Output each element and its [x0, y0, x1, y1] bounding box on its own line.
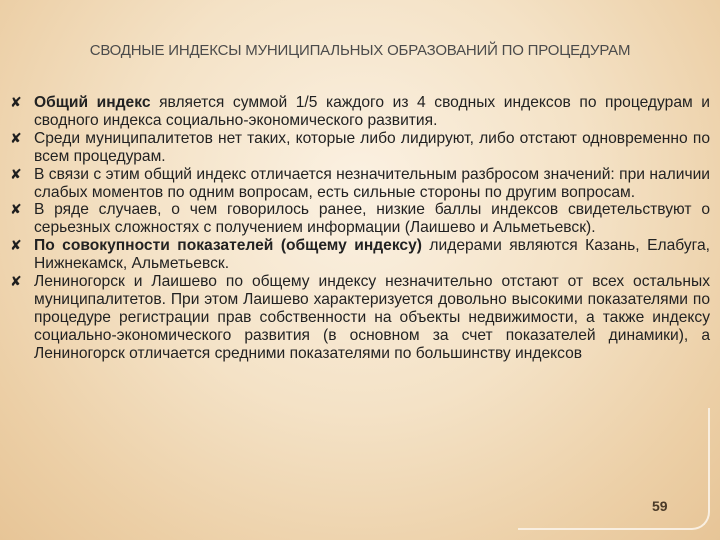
- bullet-item: [10, 273, 710, 363]
- bullet-item: [10, 94, 710, 130]
- bullet-item: [10, 166, 710, 202]
- bullet-text: В связи с этим общий индекс отличается незначительным разбросом значений: при наличии слабых моментов по одним вопросам, есть сильные стороны по другим вопросам.: [34, 165, 710, 201]
- page-number: 59: [652, 498, 668, 514]
- x-mark-icon: ✘: [10, 165, 22, 182]
- bullet-text: является суммой 1/5 каждого из 4 сводных индексов по процедурам и сводного индекса социально-экономического развития.: [34, 94, 710, 129]
- bullet-text: Лениногорск и Лаишево по общему индексу незначительно отстают от всех остальных муниципалитетов. При этом Лаишево характеризуется довольно высокими показателями по процедуре регистрации прав собственности на объекты недвижимости, а также индексу социально-экономического развития (в основном за счет показателей динамики), а Лениногорск отличается средними показателями по большинству индексов: [34, 273, 710, 362]
- x-mark-icon: ✘: [10, 201, 22, 218]
- bullet-text: Среди муниципалитетов нет таких, которые либо лидируют, либо отстают одновременно по всем процедурам.: [34, 129, 710, 165]
- bullet-item: [10, 130, 710, 166]
- bullet-text: В ряде случаев, о чем говорилось ранее, низкие баллы индексов свидетельствуют о серьезных сложностях с получением информации (Лаишево и Альметьевск).: [34, 201, 710, 237]
- slide-title: СВОДНЫЕ ИНДЕКСЫ МУНИЦИПАЛЬНЫХ ОБРАЗОВАНИЙ ПО ПРОЦЕДУРАМ: [89, 42, 631, 59]
- bullet-text: лидерами являются Казань, Елабуга, Нижнекамск, Альметьевск.: [34, 237, 710, 273]
- bullet-list: [10, 94, 710, 363]
- bullet-item: [10, 237, 710, 273]
- x-mark-icon: ✘: [10, 273, 22, 290]
- x-mark-icon: ✘: [10, 94, 22, 110]
- decorative-corner-frame: [518, 408, 710, 530]
- bullet-item: [10, 201, 710, 237]
- bullet-bold-text: Общий индекс: [34, 94, 151, 111]
- x-mark-icon: ✘: [10, 129, 22, 146]
- x-mark-icon: ✘: [10, 237, 22, 254]
- bullet-bold-text: По совокупности показателей (общему индексу): [34, 237, 422, 255]
